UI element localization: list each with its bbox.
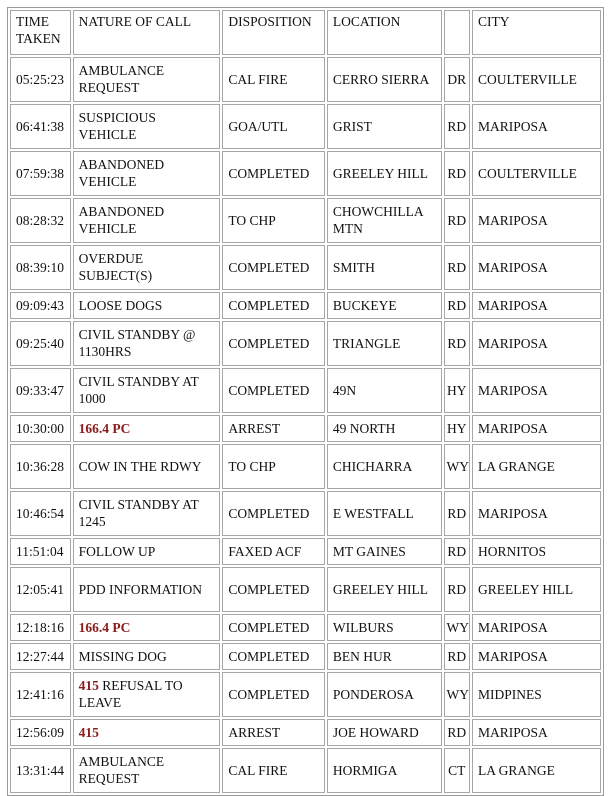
nature-text: LOOSE DOGS xyxy=(78,297,163,313)
cell-disposition: ARREST xyxy=(222,415,325,442)
table-row xyxy=(10,614,601,641)
cell-street-suffix: WY xyxy=(444,614,470,641)
cell-location: TRIANGLE xyxy=(327,321,442,366)
nature-text: CIVIL STANDBY AT 1245 xyxy=(78,497,199,529)
cell-city: MARIPOSA xyxy=(472,719,601,746)
penal-code: 166.4 PC xyxy=(78,420,131,436)
cell-street-suffix: RD xyxy=(444,567,470,612)
cell-time-taken: 12:56:09 xyxy=(10,719,71,746)
cell-street-suffix: RD xyxy=(444,643,470,670)
table-row xyxy=(10,444,601,489)
cell-nature-of-call xyxy=(73,567,221,612)
cell-location: PONDEROSA xyxy=(327,672,442,717)
cell-city: MARIPOSA xyxy=(472,292,601,319)
table-row xyxy=(10,538,601,565)
cell-disposition: CAL FIRE xyxy=(222,57,325,102)
table-row xyxy=(10,672,601,717)
cell-disposition: TO CHP xyxy=(222,198,325,243)
cell-nature-of-call xyxy=(73,415,221,442)
header-nature-of-call: NATURE OF CALL xyxy=(73,10,221,55)
nature-text: AMBULANCE REQUEST xyxy=(78,63,165,95)
nature-text: MISSING DOG xyxy=(78,648,167,664)
cell-time-taken: 12:27:44 xyxy=(10,643,71,670)
cell-location: BEN HUR xyxy=(327,643,442,670)
cell-location: CERRO SIERRA xyxy=(327,57,442,102)
cell-street-suffix: HY xyxy=(444,368,470,413)
cell-disposition: CAL FIRE xyxy=(222,748,325,793)
cell-disposition: TO CHP xyxy=(222,444,325,489)
nature-text: ABANDONED VEHICLE xyxy=(78,204,165,236)
header-street-suffix xyxy=(444,10,470,55)
cell-disposition: COMPLETED xyxy=(222,151,325,196)
cell-location: WILBURS xyxy=(327,614,442,641)
nature-text: AMBULANCE REQUEST xyxy=(78,754,165,786)
cell-street-suffix: RD xyxy=(444,292,470,319)
cell-city: MARIPOSA xyxy=(472,368,601,413)
cell-location: BUCKEYE xyxy=(327,292,442,319)
header-row xyxy=(10,10,601,55)
cell-nature-of-call xyxy=(73,104,221,149)
cell-disposition: GOA/UTL xyxy=(222,104,325,149)
nature-text: CIVIL STANDBY AT 1000 xyxy=(78,374,199,406)
nature-text: REFUSAL TO LEAVE xyxy=(78,678,183,710)
cell-time-taken: 12:41:16 xyxy=(10,672,71,717)
cell-city: MIDPINES xyxy=(472,672,601,717)
cell-street-suffix: RD xyxy=(444,491,470,536)
cell-street-suffix: HY xyxy=(444,415,470,442)
cell-nature-of-call xyxy=(73,245,221,290)
cell-disposition: COMPLETED xyxy=(222,672,325,717)
cell-time-taken: 09:33:47 xyxy=(10,368,71,413)
cell-street-suffix: WY xyxy=(444,444,470,489)
cell-nature-of-call xyxy=(73,198,221,243)
nature-text: OVERDUE SUBJECT(S) xyxy=(78,251,153,283)
table-row xyxy=(10,57,601,102)
cell-time-taken: 12:18:16 xyxy=(10,614,71,641)
cell-disposition: FAXED ACF xyxy=(222,538,325,565)
table-row xyxy=(10,104,601,149)
table-row xyxy=(10,321,601,366)
cell-street-suffix: WY xyxy=(444,672,470,717)
cell-time-taken: 10:36:28 xyxy=(10,444,71,489)
cell-nature-of-call xyxy=(73,321,221,366)
cell-location: E WESTFALL xyxy=(327,491,442,536)
table-row xyxy=(10,491,601,536)
call-log-document xyxy=(7,7,604,796)
nature-text: SUSPICIOUS VEHICLE xyxy=(78,110,156,142)
header-location: LOCATION xyxy=(327,10,442,55)
cell-nature-of-call xyxy=(73,643,221,670)
cell-nature-of-call xyxy=(73,491,221,536)
cell-time-taken: 07:59:38 xyxy=(10,151,71,196)
cell-street-suffix: RD xyxy=(444,104,470,149)
cell-disposition: COMPLETED xyxy=(222,292,325,319)
cell-nature-of-call xyxy=(73,57,221,102)
cell-location: SMITH xyxy=(327,245,442,290)
cell-nature-of-call xyxy=(73,151,221,196)
table-row xyxy=(10,719,601,746)
cell-location: HORMIGA xyxy=(327,748,442,793)
cell-nature-of-call xyxy=(73,614,221,641)
cell-time-taken: 13:31:44 xyxy=(10,748,71,793)
table-row xyxy=(10,368,601,413)
cell-city: MARIPOSA xyxy=(472,415,601,442)
cell-disposition: COMPLETED xyxy=(222,245,325,290)
cell-nature-of-call xyxy=(73,444,221,489)
nature-text: CIVIL STANDBY @ 1130HRS xyxy=(78,327,196,359)
cell-disposition: COMPLETED xyxy=(222,643,325,670)
call-log-table xyxy=(7,7,604,796)
cell-disposition: COMPLETED xyxy=(222,368,325,413)
nature-text: FOLLOW UP xyxy=(78,543,156,559)
cell-street-suffix: DR xyxy=(444,57,470,102)
cell-nature-of-call xyxy=(73,748,221,793)
cell-city: MARIPOSA xyxy=(472,104,601,149)
cell-time-taken: 09:25:40 xyxy=(10,321,71,366)
cell-nature-of-call xyxy=(73,368,221,413)
cell-location: MT GAINES xyxy=(327,538,442,565)
cell-nature-of-call xyxy=(73,292,221,319)
cell-street-suffix: RD xyxy=(444,321,470,366)
table-row xyxy=(10,748,601,793)
cell-city: LA GRANGE xyxy=(472,444,601,489)
table-row xyxy=(10,643,601,670)
cell-city: MARIPOSA xyxy=(472,614,601,641)
cell-location: JOE HOWARD xyxy=(327,719,442,746)
cell-location: GREELEY HILL xyxy=(327,151,442,196)
cell-city: MARIPOSA xyxy=(472,321,601,366)
cell-nature-of-call xyxy=(73,719,221,746)
cell-street-suffix: CT xyxy=(444,748,470,793)
cell-city: LA GRANGE xyxy=(472,748,601,793)
penal-code: 415 xyxy=(78,678,99,693)
cell-time-taken: 10:30:00 xyxy=(10,415,71,442)
cell-time-taken: 10:46:54 xyxy=(10,491,71,536)
cell-disposition: COMPLETED xyxy=(222,491,325,536)
cell-location: GRIST xyxy=(327,104,442,149)
header-time-taken: TIME TAKEN xyxy=(10,10,71,55)
header-city: CITY xyxy=(472,10,601,55)
cell-street-suffix: RD xyxy=(444,719,470,746)
cell-time-taken: 08:39:10 xyxy=(10,245,71,290)
cell-city: MARIPOSA xyxy=(472,491,601,536)
cell-city: MARIPOSA xyxy=(472,198,601,243)
cell-disposition: COMPLETED xyxy=(222,321,325,366)
cell-city: MARIPOSA xyxy=(472,643,601,670)
cell-disposition: COMPLETED xyxy=(222,614,325,641)
table-row xyxy=(10,567,601,612)
cell-city: COULTERVILLE xyxy=(472,151,601,196)
cell-street-suffix: RD xyxy=(444,245,470,290)
cell-time-taken: 06:41:38 xyxy=(10,104,71,149)
cell-time-taken: 08:28:32 xyxy=(10,198,71,243)
cell-time-taken: 05:25:23 xyxy=(10,57,71,102)
header-disposition: DISPOSITION xyxy=(222,10,325,55)
cell-city: MARIPOSA xyxy=(472,245,601,290)
table-row xyxy=(10,292,601,319)
table-row xyxy=(10,415,601,442)
penal-code: 166.4 PC xyxy=(78,619,131,635)
cell-location: GREELEY HILL xyxy=(327,567,442,612)
penal-code: 415 xyxy=(78,724,99,740)
cell-city: HORNITOS xyxy=(472,538,601,565)
cell-street-suffix: RD xyxy=(444,198,470,243)
call-log-body xyxy=(10,57,601,793)
nature-text: COW IN THE RDWY xyxy=(78,458,202,474)
cell-location: 49N xyxy=(327,368,442,413)
cell-location: CHICHARRA xyxy=(327,444,442,489)
table-row xyxy=(10,198,601,243)
cell-location: 49 NORTH xyxy=(327,415,442,442)
cell-nature-of-call xyxy=(73,672,221,717)
cell-time-taken: 11:51:04 xyxy=(10,538,71,565)
cell-disposition: COMPLETED xyxy=(222,567,325,612)
cell-nature-of-call xyxy=(73,538,221,565)
table-row xyxy=(10,151,601,196)
cell-location: CHOWCHILLA MTN xyxy=(327,198,442,243)
cell-disposition: ARREST xyxy=(222,719,325,746)
cell-street-suffix: RD xyxy=(444,151,470,196)
table-row xyxy=(10,245,601,290)
nature-text: PDD INFORMATION xyxy=(78,581,203,597)
cell-time-taken: 09:09:43 xyxy=(10,292,71,319)
nature-text: ABANDONED VEHICLE xyxy=(78,157,165,189)
cell-time-taken: 12:05:41 xyxy=(10,567,71,612)
cell-street-suffix: RD xyxy=(444,538,470,565)
cell-city: GREELEY HILL xyxy=(472,567,601,612)
cell-city: COULTERVILLE xyxy=(472,57,601,102)
